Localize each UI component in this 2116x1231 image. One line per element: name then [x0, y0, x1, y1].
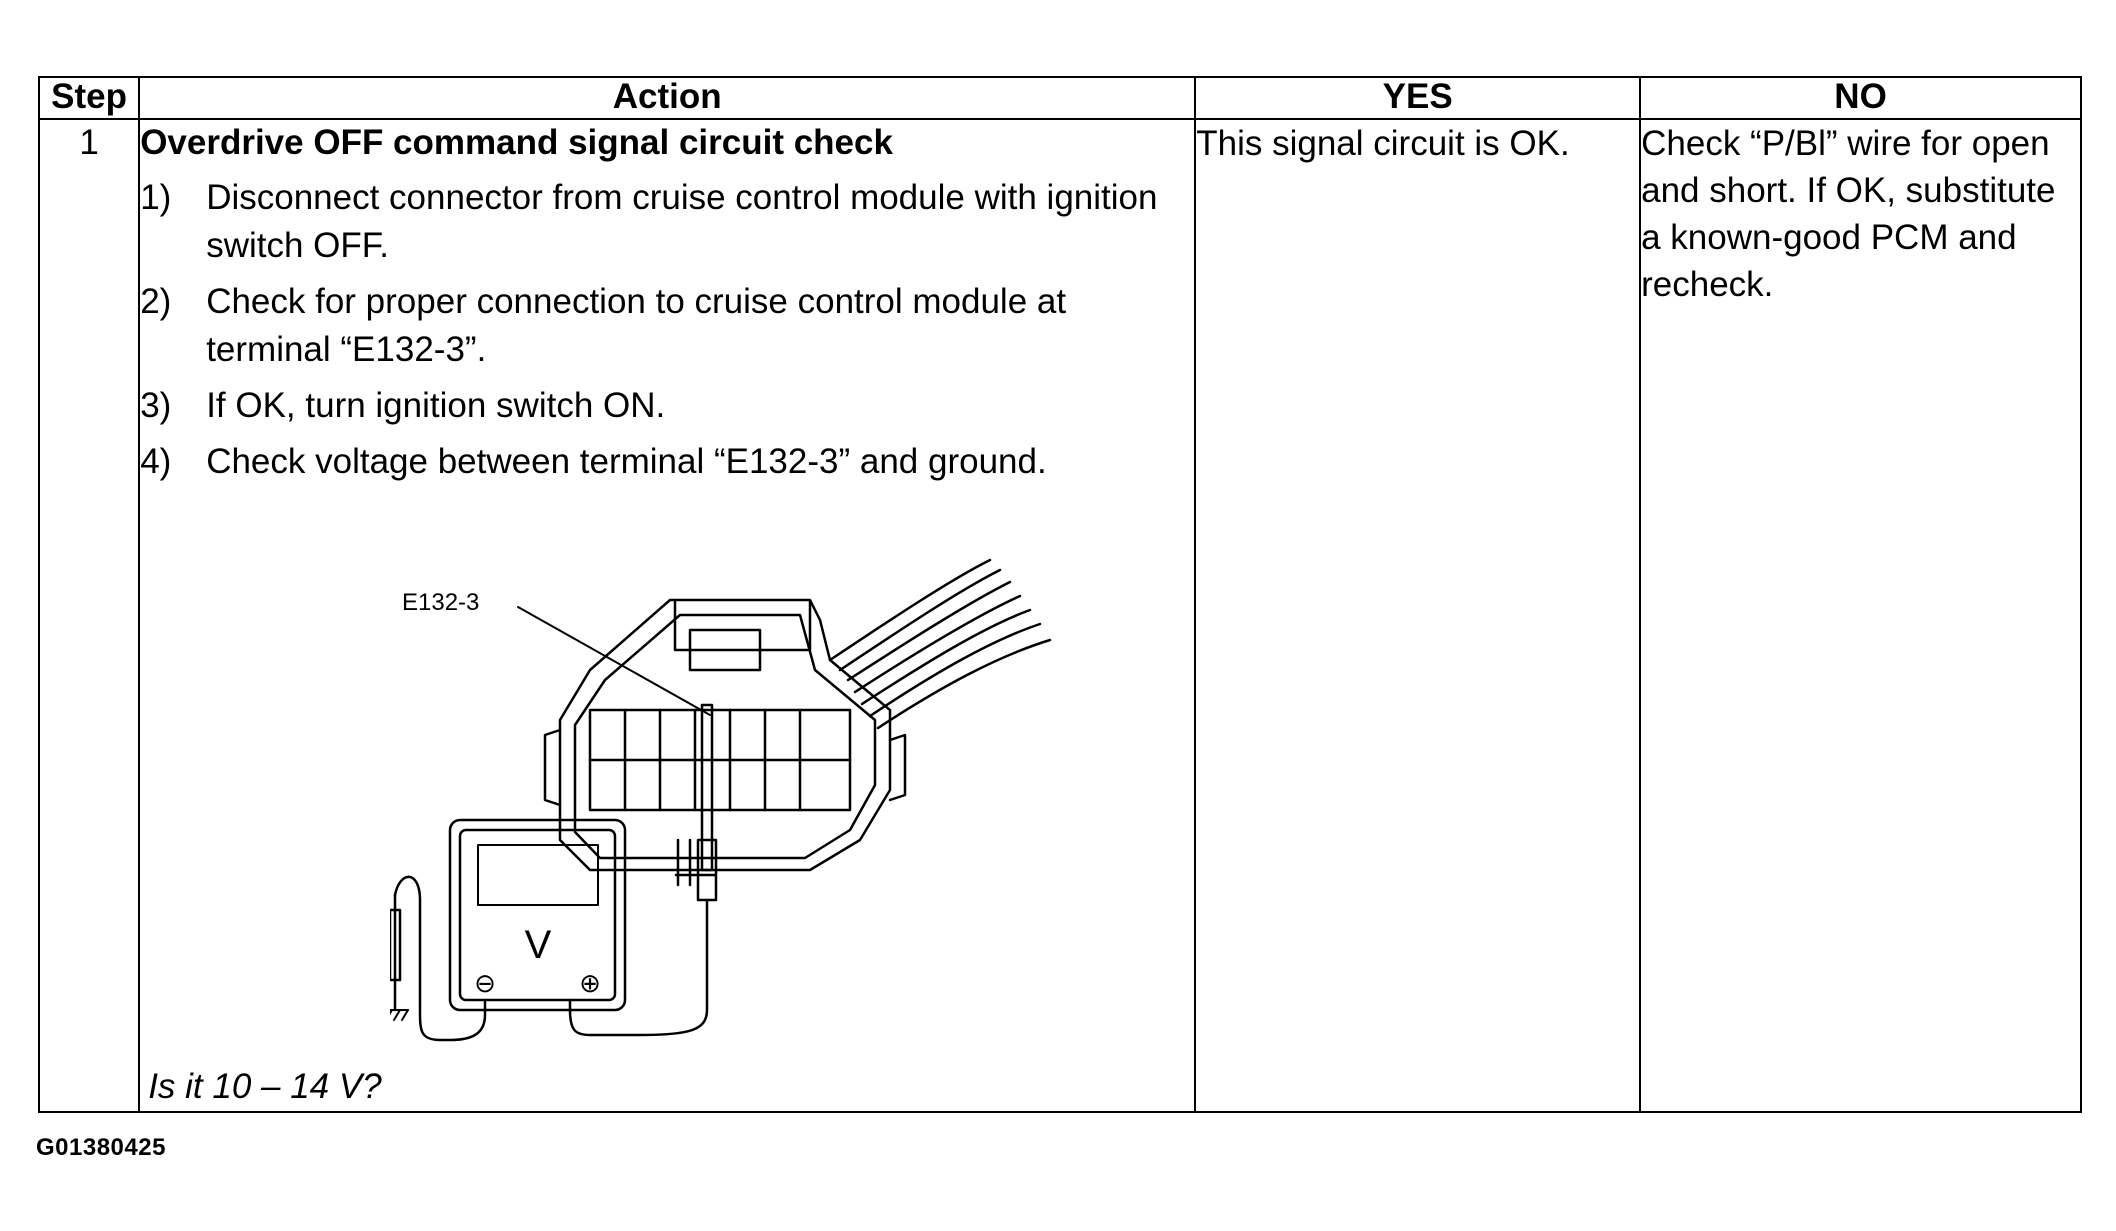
terminal-label: E132-3 — [402, 589, 480, 616]
step-item-text: Disconnect connector from cruise control module with ignition switch OFF. — [206, 178, 1158, 265]
negative-lead — [395, 877, 485, 1040]
action-title: Overdrive OFF command signal circuit check — [140, 123, 893, 162]
connector-voltmeter-illustration — [390, 540, 1110, 1060]
step-item-number: 2) — [140, 282, 172, 321]
terminal-grid — [590, 710, 850, 810]
ground-probe — [390, 895, 400, 1010]
voltmeter-unit-label: V — [524, 923, 552, 967]
step-item-text: Check voltage between terminal “E132-3” and ground. — [206, 442, 1047, 481]
header-action: Action — [139, 77, 1195, 119]
list-item — [140, 174, 1194, 270]
terminal-leader-line — [518, 607, 710, 715]
header-no: NO — [1640, 77, 2081, 119]
positive-lead — [570, 900, 707, 1035]
diagnostic-table — [38, 76, 2082, 1113]
step-item-text: If OK, turn ignition switch ON. — [206, 386, 666, 425]
step-number: 1 — [39, 119, 139, 1112]
header-step: Step — [39, 77, 139, 119]
ground-icon — [390, 1010, 408, 1020]
wire-bundle — [830, 560, 1050, 728]
step-list — [140, 174, 1194, 486]
negative-terminal-icon: ⊖ — [474, 969, 497, 999]
list-item — [140, 278, 1194, 374]
header-row — [39, 77, 2081, 119]
figure-id: G01380425 — [36, 1134, 166, 1161]
positive-terminal-icon: ⊕ — [579, 969, 602, 999]
step-item-number: 1) — [140, 178, 172, 217]
step-item-number: 4) — [140, 442, 172, 481]
list-item — [140, 382, 1194, 430]
step-item-text: Check for proper connection to cruise control module at terminal “E132-3”. — [206, 282, 1067, 369]
question-text: Is it 10 – 14 V? — [148, 1067, 382, 1106]
step-item-number: 3) — [140, 386, 172, 425]
yes-result: This signal circuit is OK. — [1195, 119, 1640, 1112]
list-item — [140, 438, 1194, 486]
header-yes: YES — [1195, 77, 1640, 119]
no-result: Check “P/Bl” wire for open and short. If OK, substitute a known-good PCM and recheck. — [1640, 119, 2081, 1112]
table-row — [39, 119, 2081, 1112]
action-cell — [139, 119, 1195, 1112]
